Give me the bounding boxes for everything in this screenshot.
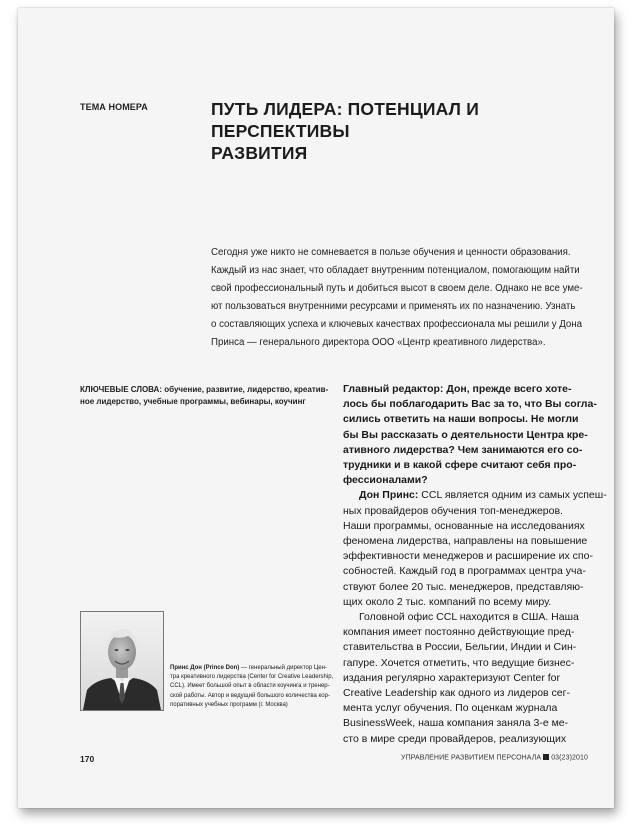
answer-line: компания имеет постоянно действующие пред-: [343, 626, 575, 639]
answer-line: Головной офис CCL находится в США. Наша: [359, 611, 579, 624]
answer-line: мента услуг обучения. По оценкам журнала: [343, 702, 558, 715]
issue-number: 03(23)2010: [551, 754, 588, 762]
magazine-page: [18, 8, 614, 808]
interview-column: [343, 382, 607, 747]
answer-line: ствуют более 20 тыс. менеджеров, представляю-: [343, 580, 584, 593]
question-line: Главный редактор: Дон, прежде всего хоте-: [343, 383, 572, 395]
answer-line: Creative Leadership как одного из лидеров сег-: [343, 687, 570, 700]
caption-name: Принс Дон (Prince Don): [170, 665, 240, 671]
question-line: ативного лидерства? Чем занимаются его со-: [343, 443, 583, 456]
author-photo: [80, 611, 164, 711]
answer-line: собностей. Каждый год в программах центра уча-: [343, 565, 586, 578]
caption-line: тра креативного лидерства (Center for Creative Leadership,: [170, 674, 334, 681]
square-bullet-icon: [543, 754, 549, 760]
answer-speaker: Дон Принс:: [359, 489, 419, 502]
answer-line: [343, 488, 607, 503]
caption-line: поративных учебных программ (г. Москва): [170, 701, 288, 708]
answer-line: эффективности менеджеров и расширение их спо-: [343, 550, 593, 563]
lead-line: ют пользоваться внутренними ресурсами и применять их по назначению. Узнать: [211, 301, 576, 312]
article-title: [211, 98, 591, 164]
running-footer: [401, 754, 588, 762]
caption-line: ской работы. Автор и ведущий большого количества кор-: [170, 692, 330, 699]
lead-line: свой профессиональный путь и добиться высот в своем деле. Однако не все уме-: [211, 283, 583, 294]
caption-text: — генеральный директор Цен-: [239, 665, 327, 671]
journal-name: УПРАВЛЕНИЕ РАЗВИТИЕМ ПЕРСОНАЛА: [401, 754, 542, 762]
answer-line: ных провайдеров обучения топ-менеджеров.: [343, 504, 563, 517]
lead-line: Сегодня уже никто не сомневается в пользе обучения и ценности образования.: [211, 247, 571, 258]
keywords: [80, 384, 329, 407]
answer-line: Наши программы, основанные на исследованиях: [343, 519, 585, 532]
question-line: трудники и в какой сфере считают себя про-: [343, 459, 577, 472]
answer-line: BusinessWeek, наша компания заняла 3-е ме-: [343, 717, 569, 730]
caption-line: [170, 664, 330, 673]
page-number: 170: [80, 754, 95, 764]
portrait-image: [81, 612, 163, 710]
question-line: фессионалами?: [343, 474, 428, 487]
answer-line: ставительства в России, Бельгии, Индии и Син-: [343, 641, 577, 654]
keywords-line: КЛЮЧЕВЫЕ СЛОВА: обучение, развитие, лидерство, креатив-: [80, 385, 329, 394]
answer-line: феномена лидерства, направлены на повышение: [343, 535, 588, 548]
answer-line: сто в мире среди провайдеров, реализующих: [343, 732, 567, 745]
keywords-line: ное лидерство, учебные программы, вебинары, коучинг: [80, 396, 306, 406]
question-line: лось бы поблагодарить Вас за то, что Вы согла-: [343, 398, 597, 411]
answer-line: щих около 2 тыс. компаний по всему миру.: [343, 595, 552, 608]
lead-paragraph: [211, 244, 591, 352]
question-line: сились ответить на наши вопросы. Не могли: [343, 413, 579, 426]
answer-text: CCL является одним из самых успеш-: [418, 489, 607, 502]
caption-line: CCL). Имеет большой опыт в области коучинга и тренер-: [170, 683, 330, 690]
title-line: ПУТЬ ЛИДЕРА: ПОТЕНЦИАЛ И ПЕРСПЕКТИВЫ: [211, 99, 479, 141]
lead-line: о составляющих успеха и ключевых качествах профессионала мы решили у Дона: [211, 319, 583, 330]
section-tag: ТЕМА НОМЕРА: [80, 102, 148, 112]
answer-line: издания регулярно характеризуют Center for: [343, 671, 561, 684]
lead-line: Каждый из нас знает, что обладает внутренним потенциалом, помогающим найти: [211, 265, 580, 276]
question-line: бы Вы рассказать о деятельности Центра кре-: [343, 428, 588, 441]
lead-line: Принса — генерального директора ООО «Центр креативного лидерства».: [211, 337, 546, 348]
answer-line: гапуре. Хочется отметить, что ведущие бизнес-: [343, 656, 575, 669]
title-line: РАЗВИТИЯ: [211, 143, 308, 163]
author-caption: [170, 664, 334, 710]
